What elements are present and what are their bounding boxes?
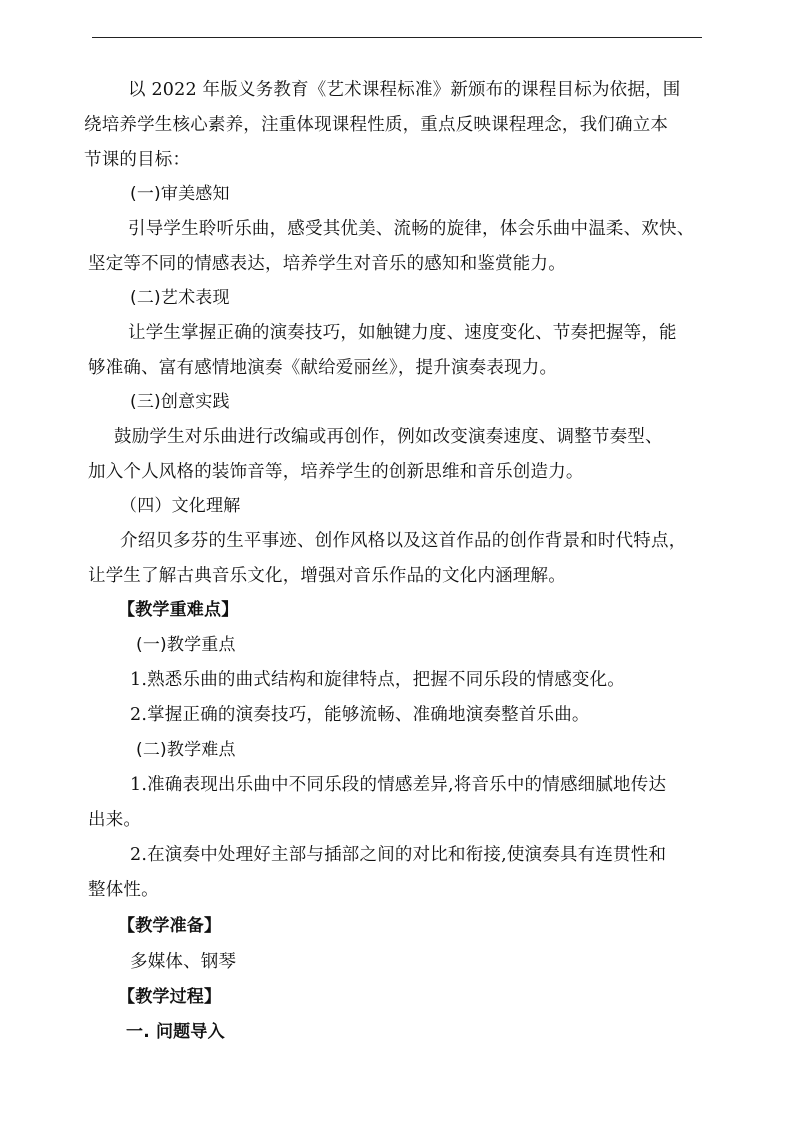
creativity-line-1: 鼓励学生对乐曲进行改编或再创作，例如改变演奏速度、调整节奏型、 <box>114 427 663 447</box>
aesthetic-heading: (一)审美感知 <box>130 184 230 204</box>
preparation-heading: 【教学准备】 <box>118 916 222 936</box>
focus-heading: (一)教学重点 <box>136 635 236 655</box>
culture-line-2: 让学生了解古典音乐文化，增强对音乐作品的文化内涵理解。 <box>88 566 566 586</box>
key-points-heading: 【教学重难点】 <box>118 600 239 620</box>
culture-heading: （四）文化理解 <box>120 496 241 516</box>
intro-line-3: 节课的目标： <box>84 150 191 170</box>
difficulty-heading: (二)教学难点 <box>136 740 236 760</box>
expression-line-1: 让学生掌握正确的演奏技巧，如触键力度、速度变化、节奏把握等，能 <box>128 323 677 343</box>
difficulty-item-2-line-1: 2.在演奏中处理好主部与插部之间的对比和衔接,使演奏具有连贯性和 <box>130 845 667 865</box>
preparation-text: 多媒体、钢琴 <box>130 952 237 972</box>
aesthetic-line-2: 坚定等不同的情感表达，培养学生对音乐的感知和鉴赏能力。 <box>88 254 566 274</box>
creativity-line-2: 加入个人风格的装饰音等，培养学生的创新思维和音乐创造力。 <box>88 462 584 482</box>
creativity-heading: (三)创意实践 <box>130 392 230 412</box>
focus-item-2: 2.掌握正确的演奏技巧，能够流畅、准确地演奏整首乐曲。 <box>130 705 590 725</box>
expression-heading: (二)艺术表现 <box>130 288 230 308</box>
focus-item-1: 1.熟悉乐曲的曲式结构和旋律特点，把握不同乐段的情感变化。 <box>130 670 625 690</box>
intro-line-1: 以 2022 年版义务教育《艺术课程标准》新颁布的课程目标为依据，围 <box>128 80 681 100</box>
process-step-1: 一. 问题导入 <box>126 1022 225 1042</box>
header-rule <box>92 37 702 38</box>
difficulty-item-2-line-2: 整体性。 <box>88 880 159 900</box>
difficulty-item-1-line-1: 1.准确表现出乐曲中不同乐段的情感差异,将音乐中的情感细腻地传达 <box>130 775 667 795</box>
process-heading: 【教学过程】 <box>118 987 222 1007</box>
expression-line-2: 够准确、富有感情地演奏《献给爱丽丝》，提升演奏表现力。 <box>88 358 558 378</box>
difficulty-item-1-line-2: 出来。 <box>88 810 142 830</box>
culture-line-1: 介绍贝多芬的生平事迹、创作风格以及这首作品的创作背景和时代特点， <box>120 531 687 551</box>
aesthetic-line-1: 引导学生聆听乐曲，感受其优美、流畅的旋律，体会乐曲中温柔、欢快、 <box>128 219 695 239</box>
intro-line-2: 绕培养学生核心素养，注重体现课程性质，重点反映课程理念，我们确立本 <box>84 115 669 135</box>
